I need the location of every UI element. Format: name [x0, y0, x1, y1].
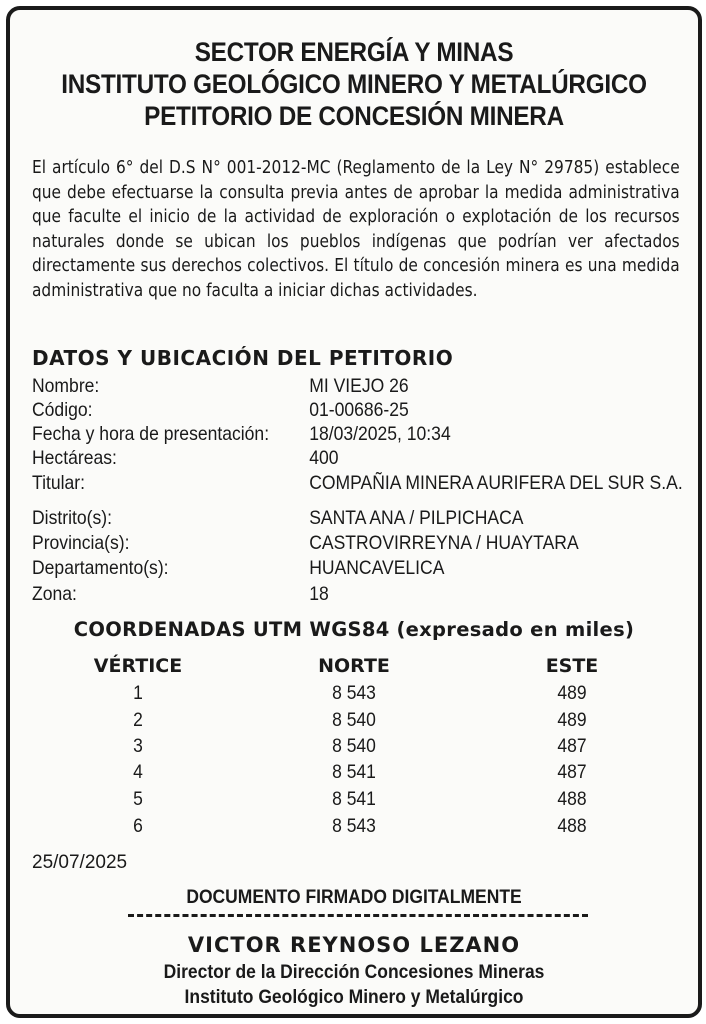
- field-label: Departamento(s):: [32, 557, 169, 579]
- petition-title: PETITORIO DE CONCESIÓN MINERA: [144, 101, 564, 131]
- field-value: 01-00686-25: [309, 399, 409, 421]
- cell-norte: 8 540: [332, 736, 376, 757]
- table-row: [10, 789, 698, 815]
- field-label: Nombre:: [32, 375, 100, 397]
- section-title: DATOS Y UBICACIÓN DEL PETITORIO: [32, 346, 454, 370]
- coordinates-title: [10, 618, 698, 641]
- table-row: [10, 736, 698, 762]
- cell-norte: 8 541: [332, 789, 376, 810]
- table-row: [10, 710, 698, 736]
- coordinates-title-note: (expresado en miles): [396, 618, 635, 641]
- field-label: Código:: [32, 399, 93, 421]
- signer-name: VICTOR REYNOSO LEZANO: [187, 933, 521, 957]
- coordinates-title-main: COORDENADAS UTM WGS84: [73, 618, 390, 641]
- field-value: HUANCAVELICA: [309, 557, 445, 579]
- cell-norte: 8 541: [332, 762, 376, 783]
- cell-este: 489: [557, 710, 587, 731]
- cell-este: 488: [557, 789, 587, 810]
- table-row: [10, 683, 698, 709]
- institute-title: INSTITUTO GEOLÓGICO MINERO Y METALÚRGICO: [61, 69, 647, 99]
- table-row: [10, 816, 698, 842]
- cell-norte: 8 540: [332, 710, 376, 731]
- field-value: 18: [309, 583, 329, 605]
- signer-role: Director de la Dirección Concesiones Mineras: [163, 962, 545, 983]
- cell-vertice: 4: [133, 762, 143, 783]
- intro-paragraph: El artículo 6° del D.S N° 001-2012-MC (Reglamento de la Ley N° 29785) establece que debe efectuarse la consulta previa antes de aprobar la medida administrativa que faculte el inicio de la actividad de exploración o explotación de los recursos naturales donde se ubican los pueblos indígenas que podrían ver afectados directamente sus derechos colectivos. El título de concesión minera es una medida administrativa que no faculta a iniciar dichas actividades.: [32, 158, 680, 301]
- field-value: 400: [309, 447, 339, 469]
- cell-este: 487: [557, 762, 587, 783]
- cell-vertice: 1: [133, 683, 143, 704]
- field-label: Hectáreas:: [32, 447, 117, 469]
- cell-vertice: 2: [133, 710, 143, 731]
- col-header-vertice: VÉRTICE: [93, 655, 183, 677]
- field-label: Titular:: [32, 472, 85, 494]
- cell-este: 488: [557, 816, 587, 837]
- col-header-este: ESTE: [545, 655, 599, 677]
- field-value: COMPAÑIA MINERA AURIFERA DEL SUR S.A.: [309, 472, 683, 494]
- field-label: Provincia(s):: [32, 532, 130, 554]
- signer-institution: Instituto Geológico Minero y Metalúrgico: [184, 987, 524, 1008]
- digital-signature-note: DOCUMENTO FIRMADO DIGITALMENTE: [186, 887, 522, 908]
- cell-norte: 8 543: [332, 816, 376, 837]
- col-header-norte: NORTE: [318, 655, 390, 677]
- publication-date: 25/07/2025: [32, 852, 128, 873]
- cell-vertice: 5: [133, 789, 143, 810]
- field-label: Zona:: [32, 583, 77, 605]
- field-label: Distrito(s):: [32, 507, 112, 529]
- signature-divider: [128, 914, 588, 917]
- field-value: SANTA ANA / PILPICHACA: [309, 507, 524, 529]
- table-row: [10, 762, 698, 788]
- mining-petition-notice: [6, 6, 702, 1018]
- field-value: 18/03/2025, 10:34: [309, 423, 451, 445]
- cell-vertice: 3: [133, 736, 143, 757]
- field-label: Fecha y hora de presentación:: [32, 423, 270, 445]
- field-value: MI VIEJO 26: [309, 375, 409, 397]
- sector-title: SECTOR ENERGÍA Y MINAS: [194, 37, 514, 67]
- cell-este: 487: [557, 736, 587, 757]
- cell-este: 489: [557, 683, 587, 704]
- cell-norte: 8 543: [332, 683, 376, 704]
- field-value: CASTROVIRREYNA / HUAYTARA: [309, 532, 579, 554]
- notice-header: [10, 36, 698, 132]
- cell-vertice: 6: [133, 816, 143, 837]
